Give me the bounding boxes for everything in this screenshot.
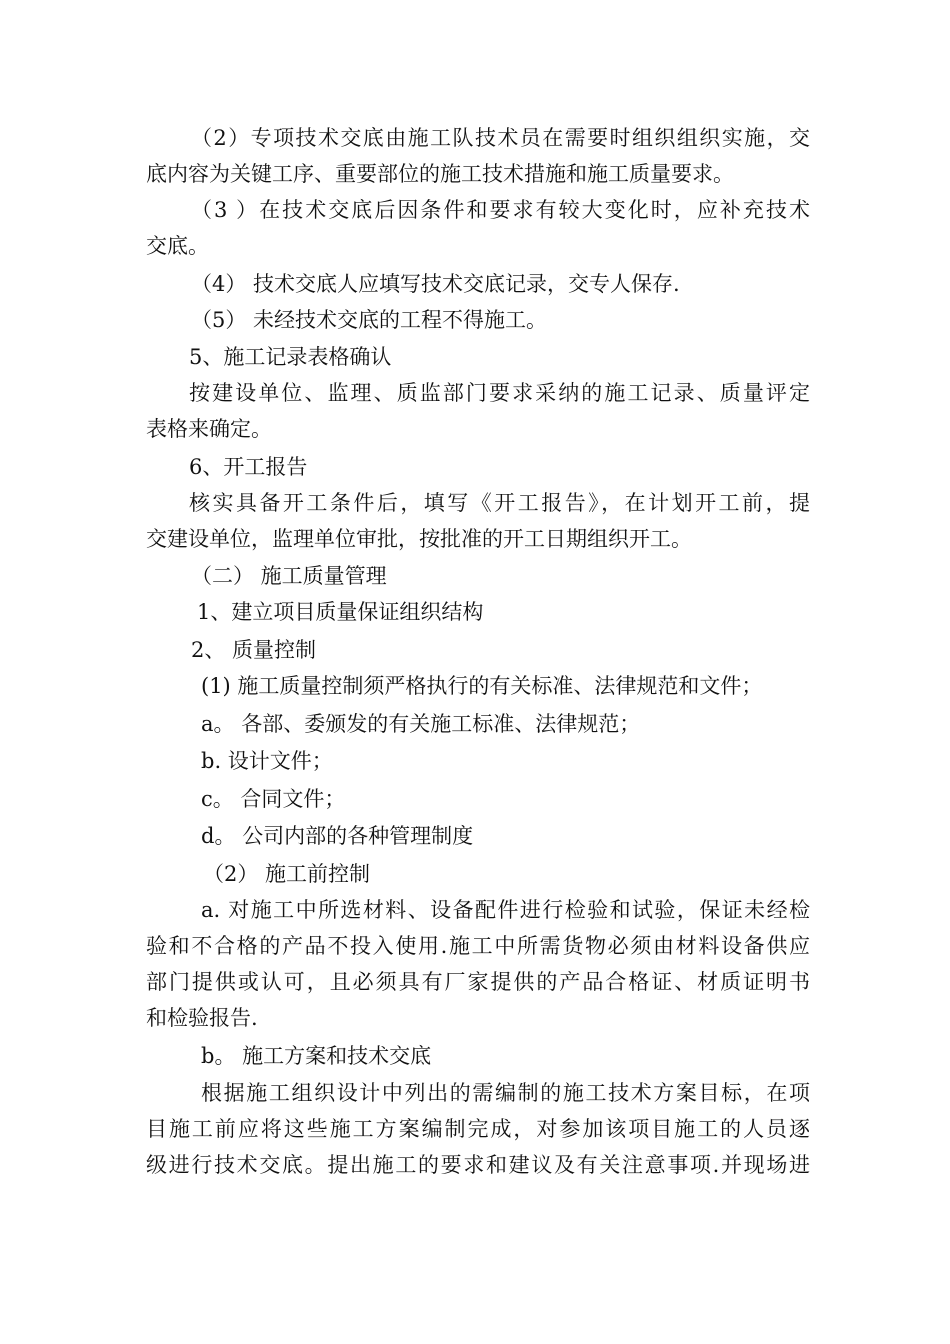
paragraph-line: （3 ）在技术交底后因条件和要求有较大变化时，应补充技术 (191, 198, 810, 222)
paragraph-line: （5） 未经技术交底的工程不得施工。 (191, 308, 548, 332)
paragraph-line: 核实具备开工条件后，填写《开工报告》，在计划开工前，提 (189, 491, 810, 515)
paragraph-line: 级进行技术交底。提出施工的要求和建议及有关注意事项.并现场进 (146, 1153, 810, 1177)
paragraph-line: 按建设单位、监理、质监部门要求采纳的施工记录、质量评定 (189, 381, 810, 405)
paragraph-line: (1) 施工质量控制须严格执行的有关标准、法律规范和文件； (201, 674, 763, 698)
list-item: c。 合同文件； (201, 787, 346, 811)
paragraph-line: （2）专项技术交底由施工队技术员在需要时组织组织实施，交 (191, 126, 810, 150)
section-heading: 2、 质量控制 (191, 638, 317, 662)
paragraph-line: 底内容为关键工序、重要部位的施工技术措施和施工质量要求。 (146, 162, 734, 186)
paragraph-line: 目施工前应将这些施工方案编制完成，对参加该项目施工的人员逐 (146, 1117, 810, 1141)
paragraph-line: 表格来确定。 (146, 417, 272, 441)
paragraph-line: 交底。 (146, 234, 209, 258)
section-heading: b。 施工方案和技术交底 (201, 1044, 432, 1068)
section-heading: 5、施工记录表格确认 (189, 345, 392, 369)
list-item: d。 公司内部的各种管理制度 (201, 824, 474, 848)
paragraph-line: 和检验报告. (146, 1006, 258, 1030)
paragraph-line: 交建设单位，监理单位审批，按批准的开工日期组织开工。 (146, 527, 692, 551)
section-heading: （二） 施工质量管理 (191, 564, 387, 588)
paragraph-line: 部门提供或认可，且必须具有厂家提供的产品合格证、材质证明书 (146, 970, 810, 994)
list-item: b. 设计文件； (201, 749, 333, 773)
paragraph-line: a. 对施工中所选材料、设备配件进行检验和试验，保证未经检 (201, 898, 810, 922)
section-heading: （2） 施工前控制 (203, 862, 371, 886)
list-item: a。 各部、委颁发的有关施工标准、法律规范； (201, 712, 641, 736)
paragraph-line: 验和不合格的产品不投入使用.施工中所需货物必须由材料设备供应 (146, 934, 810, 958)
paragraph-line: 根据施工组织设计中列出的需编制的施工技术方案目标，在项 (201, 1081, 810, 1105)
section-heading: 1、建立项目质量保证组织结构 (197, 600, 484, 624)
paragraph-line: （4） 技术交底人应填写技术交底记录，交专人保存. (191, 272, 680, 296)
section-heading: 6、开工报告 (189, 455, 308, 479)
